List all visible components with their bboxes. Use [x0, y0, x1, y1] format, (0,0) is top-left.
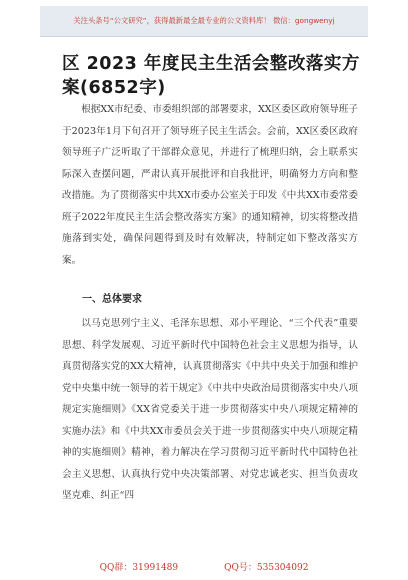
body-paragraph-2: 以马克思列宁主义、毛泽东思想、邓小平理论、“三个代表”重要思想、科学发展观、习近平新时代中国特色社会主义思想为指导，认真贯彻落实党的XX大精神，认真贯彻落实《中共中央关于加强和维护党中央集中统一领导的若干规定》《中共中央政治局贯彻落实中央八项规定实施细则》《XX省党委关于进一步贯彻落实中央八项规定精神的实施办法》和《中共XX市委员会关于进一步贯彻落实中央八项规定精神的实施细则》精神，着力解决在学习贯彻习近平新时代中国特色社会主义思想、认真执行党中央决策部署、对党忠诚老实、担当负责攻坚克难、纠正“四	[62, 318, 358, 501]
footer-qq-group: QQ群：31991489	[99, 563, 179, 573]
body-paragraph-1: 根据XX市纪委、市委组织部的部署要求，XX区委区政府领导班子于2023年1月下旬召开了领导班子民主生活会。会前，XX区委区政府领导班子广泛听取了干部群众意见，并进行了梳理归纳，会上联系实际深入查摆问题，严肃认真开展批评和自我批评，明确努力方向和整改措施。为了贯彻落实中共XX市委办公室关于印发《中共XX市委常委班子2022年度民主生活会整改落实方案》的通知精神，切实将整改措施落到实处，确保问题得到及时有效解决，特制定如下整改落实方案。	[62, 104, 358, 266]
document-title: 区 2023 年度民主生活会整改落实方案(6852字)	[62, 54, 360, 98]
footer-contact	[40, 560, 368, 573]
section-heading: 一、总体要求	[82, 294, 142, 305]
header-banner	[40, 6, 368, 37]
footer-qq-number: QQ号：535304092	[224, 563, 309, 573]
banner-text: 关注头条号“公文研究”，获得最新最全最专业的公文资料库！ 微信：gongwenyj	[73, 16, 335, 25]
